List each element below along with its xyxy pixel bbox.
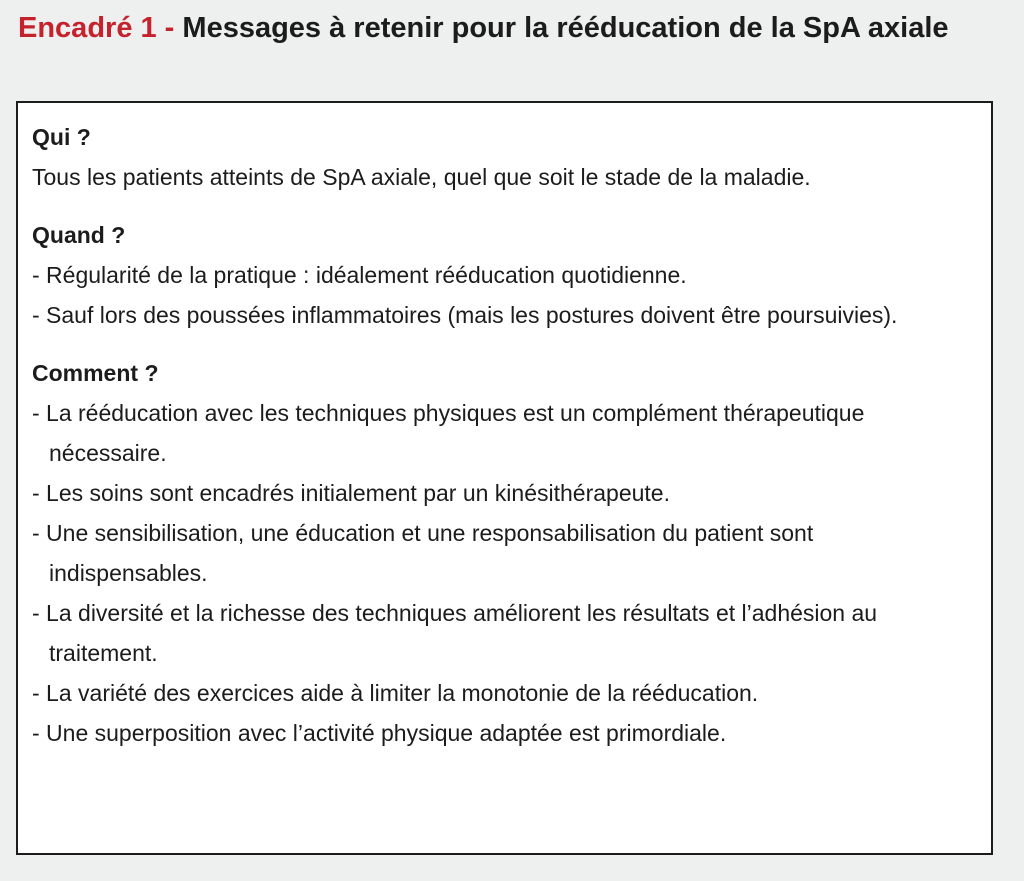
box-title bbox=[18, 6, 1008, 50]
section-heading: Qui ? bbox=[32, 124, 91, 150]
section-comment bbox=[32, 353, 977, 753]
box-number-label: Encadré 1 - bbox=[18, 12, 183, 44]
key-messages-box bbox=[16, 101, 993, 855]
list-item: - La variété des exercices aide à limiter la monotonie de la rééducation. bbox=[32, 680, 759, 706]
section-paragraph: Tous les patients atteints de SpA axiale, quel que soit le stade de la maladie. bbox=[32, 164, 811, 190]
list-item: - La rééducation avec les techniques physiques est un complément thérapeutique nécessaire. bbox=[32, 400, 865, 466]
list-item: - Une sensibilisation, une éducation et une responsabilisation du patient sont indispensables. bbox=[32, 520, 814, 586]
list-item: - La diversité et la richesse des techniques améliorent les résultats et l’adhésion au traitement. bbox=[32, 600, 878, 666]
section-qui bbox=[32, 117, 977, 197]
bullet-list bbox=[32, 393, 977, 753]
list-item: - Les soins sont encadrés initialement par un kinésithérapeute. bbox=[32, 480, 670, 506]
box-title-text: Messages à retenir pour la rééducation de la SpA axiale bbox=[182, 12, 949, 44]
list-item: - Régularité de la pratique : idéalement rééducation quotidienne. bbox=[32, 262, 687, 288]
section-heading: Quand ? bbox=[32, 222, 126, 248]
list-item: - Sauf lors des poussées inflammatoires (mais les postures doivent être poursuivies). bbox=[32, 302, 898, 328]
section-heading: Comment ? bbox=[32, 360, 159, 386]
bullet-list bbox=[32, 255, 977, 335]
list-item: - Une superposition avec l’activité physique adaptée est primordiale. bbox=[32, 720, 727, 746]
section-quand bbox=[32, 215, 977, 335]
